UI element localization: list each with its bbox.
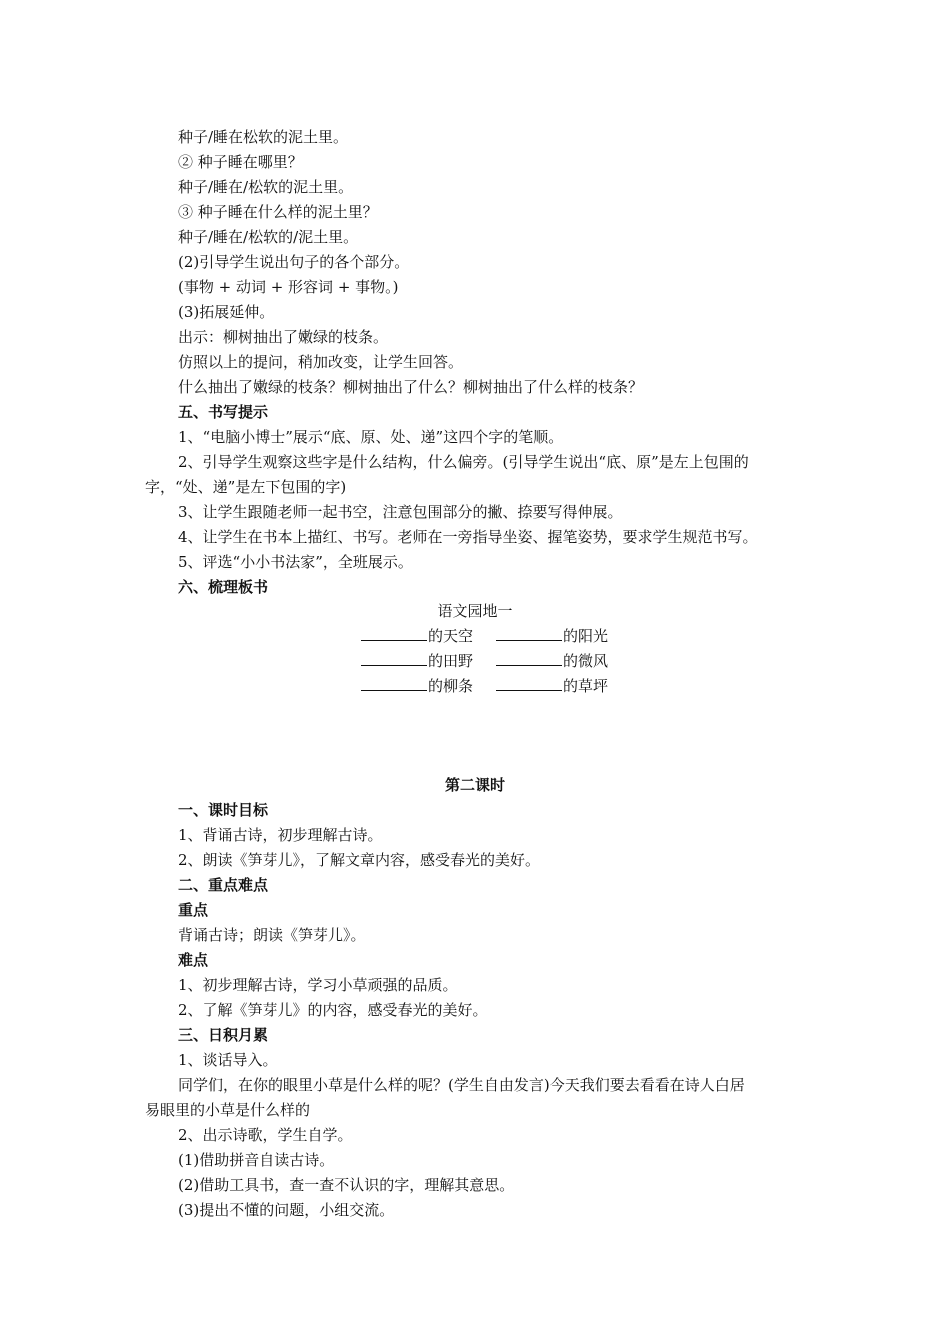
text-line: ③ 种子睡在什么样的泥土里？ (178, 203, 378, 221)
text-line: 易眼里的小草是什么样的 (145, 1101, 311, 1119)
board-cell: 的天空 (361, 626, 473, 646)
text-line: 1、背诵古诗，初步理解古诗。 (178, 826, 383, 844)
fill-blank (496, 626, 562, 641)
text-line: 同学们，在你的眼里小草是什么样的呢？(学生自由发言)今天我们要去看看在诗人白居 (178, 1076, 745, 1094)
text-line: 种子/睡在/松软的泥土里。 (178, 178, 354, 196)
section-heading: 二、重点难点 (178, 876, 269, 894)
board-cell: 的微风 (496, 651, 608, 671)
fill-blank (496, 676, 562, 691)
fill-blank (361, 626, 427, 641)
text-line: ② 种子睡在哪里？ (178, 153, 303, 171)
board-cell: 的草坪 (496, 676, 608, 696)
fill-blank (361, 676, 427, 691)
text-line: 2、了解《笋芽儿》的内容，感受春光的美好。 (178, 1001, 488, 1019)
text-line: (2)引导学生说出句子的各个部分。 (178, 253, 410, 271)
text-line: 种子/睡在松软的泥土里。 (178, 128, 349, 146)
text-line: 1、谈话导入。 (178, 1051, 278, 1069)
fill-blank (361, 651, 427, 666)
section-heading: 一、课时目标 (178, 801, 269, 819)
text-line: 2、引导学生观察这些字是什么结构，什么偏旁。(引导学生说出“底、原”是左上包围的 (178, 453, 749, 471)
text-line: (3)提出不懂的问题，小组交流。 (178, 1201, 395, 1219)
lesson-title: 第二课时 (444, 776, 505, 794)
board-cell: 的阳光 (496, 626, 608, 646)
board-title: 语文园地一 (437, 602, 513, 620)
text-line: 什么抽出了嫩绿的枝条？柳树抽出了什么？柳树抽出了什么样的枝条？ (178, 378, 644, 396)
text-line: 2、出示诗歌，学生自学。 (178, 1126, 353, 1144)
section-heading: 五、书写提示 (178, 403, 269, 421)
section-heading: 三、日积月累 (178, 1026, 269, 1044)
text-line: 出示：柳树抽出了嫩绿的枝条。 (178, 328, 389, 346)
text-line: 1、初步理解古诗，学习小草顽强的品质。 (178, 976, 458, 994)
text-line: (1)借助拼音自读古诗。 (178, 1151, 335, 1169)
text-line: 仿照以上的提问，稍加改变，让学生回答。 (178, 353, 464, 371)
text-line: (3)拓展延伸。 (178, 303, 275, 321)
text-line: 2、朗读《笋芽儿》，了解文章内容，感受春光的美好。 (178, 851, 541, 869)
sub-heading: 难点 (178, 951, 209, 969)
text-line: 背诵古诗；朗读《笋芽儿》。 (178, 926, 366, 944)
text-line: (事物 + 动词 + 形容词 + 事物。) (178, 278, 399, 296)
text-line: 字，“处、递”是左下包围的字) (145, 478, 347, 496)
section-heading: 六、梳理板书 (178, 578, 269, 596)
sub-heading: 重点 (178, 901, 209, 919)
text-line: 4、让学生在书本上描红、书写。老师在一旁指导坐姿、握笔姿势，要求学生规范书写。 (178, 528, 758, 546)
board-cell: 的柳条 (361, 676, 473, 696)
text-line: (2)借助工具书，查一查不认识的字，理解其意思。 (178, 1176, 515, 1194)
fill-blank (496, 651, 562, 666)
text-line: 5、评选“小小书法家”，全班展示。 (178, 553, 413, 571)
text-line: 3、让学生跟随老师一起书空，注意包围部分的撇、捺要写得伸展。 (178, 503, 623, 521)
board-cell: 的田野 (361, 651, 473, 671)
text-line: 种子/睡在/松软的/泥土里。 (178, 228, 359, 246)
text-line: 1、“电脑小博士”展示“底、原、处、递”这四个字的笔顺。 (178, 428, 564, 446)
